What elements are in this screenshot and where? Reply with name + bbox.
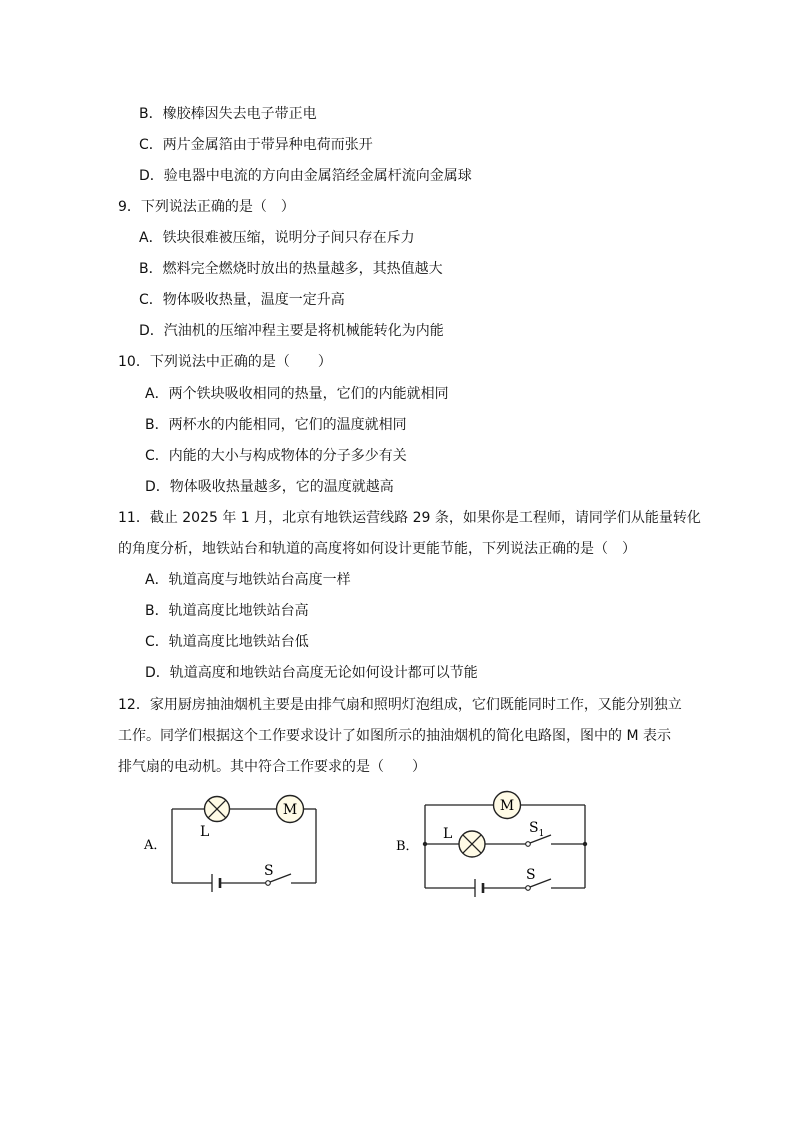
q9-option-c: C．物体吸收热量，温度一定升高 xyxy=(139,292,345,308)
q9-option-d: D．汽油机的压缩冲程主要是将机械能转化为内能 xyxy=(139,323,444,339)
q9-option-a: A．铁块很难被压缩，说明分子间只存在斥力 xyxy=(139,230,415,246)
battery-icon xyxy=(475,879,483,897)
lamp-label: L xyxy=(443,826,453,842)
q11-option-c: C．轨道高度比地铁站台低 xyxy=(145,634,309,650)
q10-option-a: A．两个铁块吸收相同的热量，它们的内能就相同 xyxy=(145,386,449,402)
q9-stem: 9．下列说法正确的是（ ） xyxy=(118,199,295,215)
q12-stem-line3: 排气扇的电动机。其中符合工作要求的是（ ） xyxy=(118,759,426,775)
q12-stem-line2: 工作。同学们根据这个工作要求设计了如图所示的抽油烟机的简化电路图，图中的 M 表示 xyxy=(118,728,671,744)
q11-stem-line1: 11．截止 2025 年 1 月，北京有地铁运营线路 29 条，如果你是工程师，请同学们从能量转化 xyxy=(118,510,701,526)
switch-label: S xyxy=(264,863,274,879)
q11-option-a: A．轨道高度与地铁站台高度一样 xyxy=(145,572,351,588)
battery-icon xyxy=(212,874,220,892)
q9-option-b: B．燃料完全燃烧时放出的热量越多，其热值越大 xyxy=(139,261,443,277)
q11-stem-line2: 的角度分析，地铁站台和轨道的高度将如何设计更能节能，下列说法正确的是（ ） xyxy=(118,541,636,557)
q12-stem-line1: 12．家用厨房抽油烟机主要是由排气扇和照明灯泡组成，它们既能同时工作，又能分别独立 xyxy=(118,697,682,713)
switch-s-label: S xyxy=(526,867,536,883)
q11-option-b: B．轨道高度比地铁站台高 xyxy=(145,603,309,619)
lamp-label: L xyxy=(200,824,210,840)
q11-option-d: D．轨道高度和地铁站台高度无论如何设计都可以节能 xyxy=(145,665,478,681)
q8-option-c: C．两片金属箔由于带异种电荷而张开 xyxy=(139,137,373,153)
q10-option-d: D．物体吸收热量越多，它的温度就越高 xyxy=(145,479,394,495)
circuit-a-option-label: A． xyxy=(144,838,167,853)
circuit-diagram-b xyxy=(393,785,603,900)
q8-option-d: D．验电器中电流的方向由金属箔经金属杆流向金属球 xyxy=(139,168,472,184)
switch-s1-label: $S_1$ xyxy=(529,820,545,839)
q10-stem: 10．下列说法中正确的是（ ） xyxy=(118,354,332,370)
q10-option-c: C．内能的大小与构成物体的分子多少有关 xyxy=(145,448,407,464)
q10-option-b: B．两杯水的内能相同，它们的温度就相同 xyxy=(145,417,407,433)
circuit-b-option-label: B． xyxy=(396,839,419,854)
circuit-diagram-a xyxy=(140,790,340,900)
motor-label: M xyxy=(499,798,515,814)
motor-label: M xyxy=(282,802,298,818)
lamp-icon xyxy=(459,831,485,857)
q8-option-b: B．橡胶棒因失去电子带正电 xyxy=(139,106,317,122)
lamp-icon xyxy=(205,797,230,822)
